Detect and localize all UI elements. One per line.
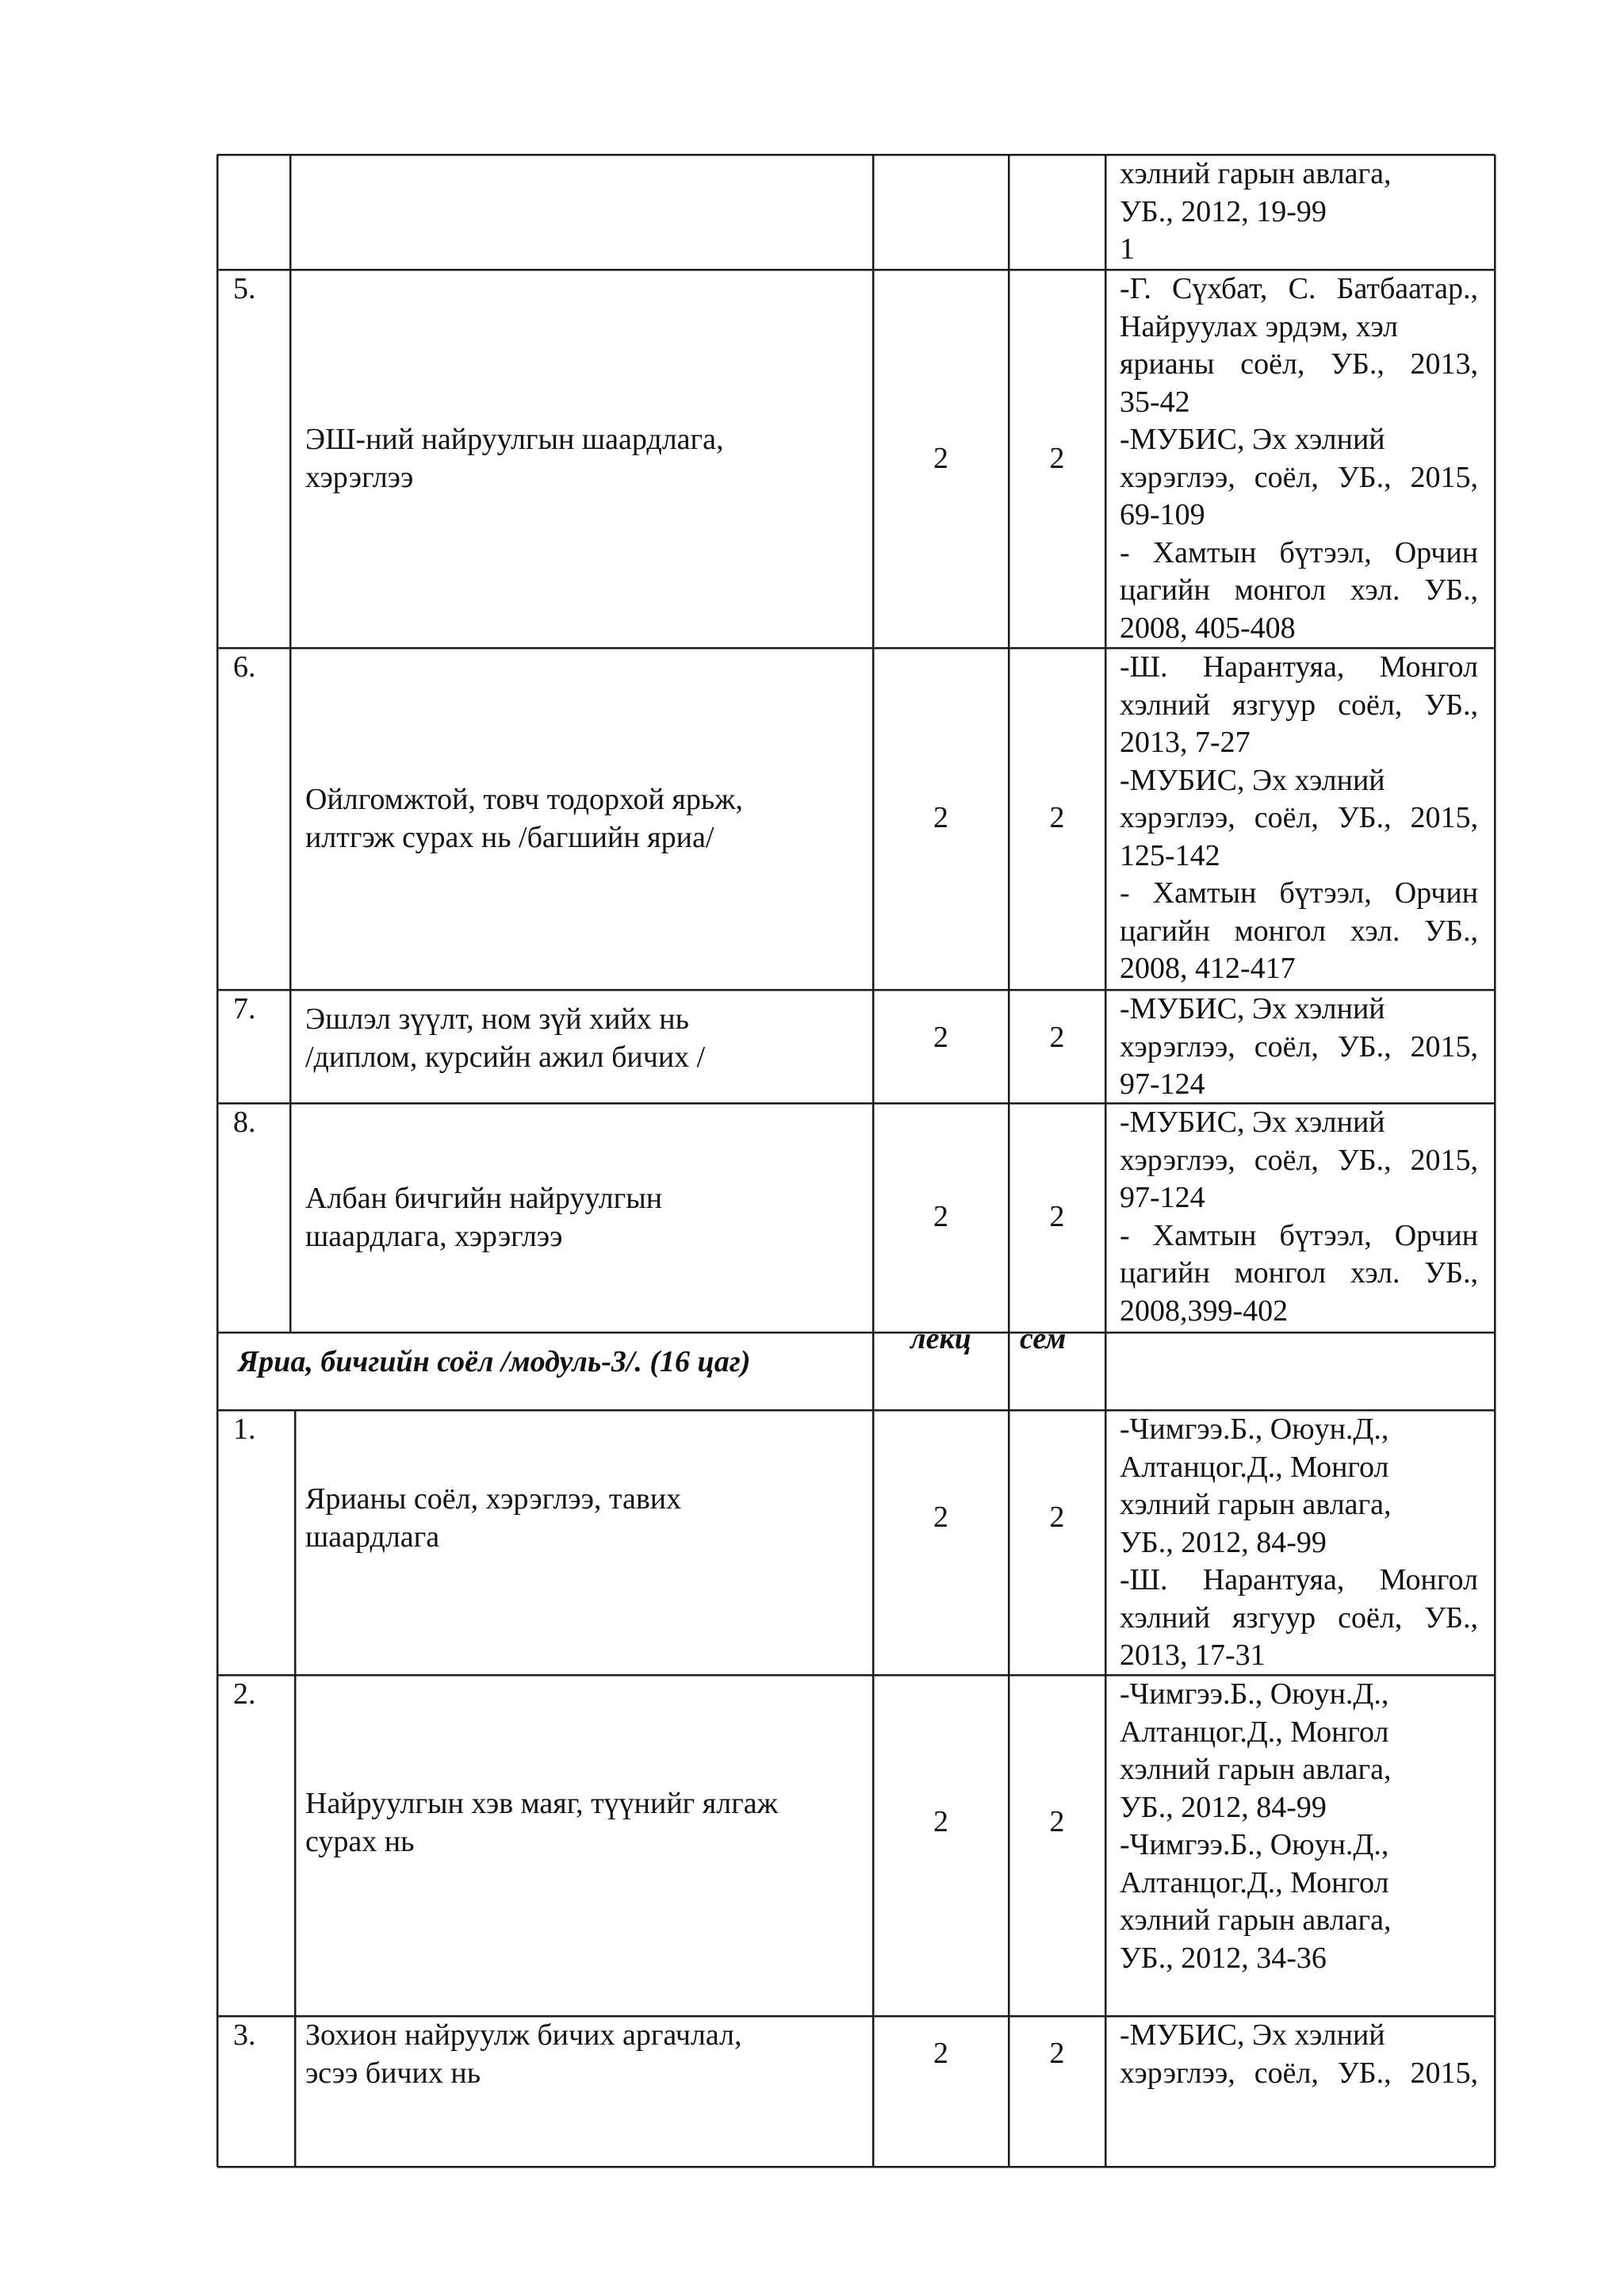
row-number: 6.: [233, 650, 256, 684]
reference-line: -Чимгээ.Б., Оюун.Д.,: [1120, 1828, 1389, 1861]
row-number: 3.: [233, 2018, 256, 2052]
seminar-hours: 2: [1049, 2037, 1065, 2070]
row-number: 8.: [233, 1106, 256, 1139]
reference-line: 69-109: [1120, 498, 1205, 531]
seminar-hours: 2: [1049, 1021, 1065, 1054]
topic-title: [305, 421, 723, 496]
row-number: 1.: [233, 1412, 256, 1446]
topic-title-line: сурах нь: [305, 1824, 415, 1858]
reference-line: 97-124: [1120, 1068, 1205, 1101]
reference-line: хэлний язгуур соёл, УБ.,: [1120, 688, 1478, 722]
topic-title-line: Эшлэл зүүлт, ном зүй хийх нь: [305, 1002, 689, 1036]
reference-line: -Ш. Нарантуяа, Монгол: [1120, 1563, 1478, 1596]
reference-cell: [1120, 2017, 1478, 2092]
reference-line: Алтанцог.Д., Монгол: [1120, 1450, 1389, 1484]
topic-title-line: хэрэглээ: [305, 460, 414, 494]
reference-cell: [1120, 1411, 1478, 1675]
topic-title-line: Ярианы соёл, хэрэглээ, тавих: [305, 1482, 682, 1516]
reference-line: 97-124: [1120, 1181, 1205, 1214]
topic-title: [305, 1180, 662, 1255]
seminar-column-label: сем: [1020, 1322, 1067, 1355]
reference-line: -МУБИС, Эх хэлний: [1120, 1106, 1385, 1139]
reference-line: Алтанцог.Д., Монгол: [1120, 1715, 1389, 1749]
topic-title: [305, 2017, 742, 2092]
lecture-column-label: лекц: [910, 1322, 971, 1355]
reference-line: 2013, 7-27: [1120, 726, 1251, 759]
reference-line: хэлний гарын авлага,: [1120, 1903, 1392, 1937]
reference-line: -Г. Сүхбат, С. Батбаатар.,: [1120, 272, 1478, 305]
lecture-hours: 2: [933, 1021, 948, 1054]
reference-line: хэлний гарын авлага,: [1120, 157, 1392, 190]
reference-line: УБ., 2012, 84-99: [1120, 1790, 1327, 1824]
seminar-hours: 2: [1049, 1501, 1065, 1534]
topic-title: [305, 1785, 778, 1861]
topic-title-line: илтгэж сурах нь /багшийн яриа/: [305, 820, 714, 854]
reference-line: хэрэглээ, соёл, УБ., 2015,: [1120, 801, 1478, 834]
topic-title-line: ЭШ-ний найруулгын шаардлага,: [305, 423, 724, 456]
reference-line: -Чимгээ.Б., Оюун.Д.,: [1120, 1412, 1389, 1446]
lecture-hours: 2: [933, 2037, 948, 2070]
reference-line: -МУБИС, Эх хэлний: [1120, 2018, 1385, 2052]
reference-line: - Хамтын бүтээл, Орчин: [1120, 1218, 1478, 1252]
lecture-hours: 2: [933, 1501, 948, 1534]
reference-line: 35-42: [1120, 385, 1190, 419]
reference-line: -МУБИС, Эх хэлний: [1120, 423, 1385, 456]
reference-line: 2008, 405-408: [1120, 611, 1296, 645]
reference-line: хэлний гарын авлага,: [1120, 1753, 1392, 1786]
row-number: 2.: [233, 1677, 256, 1711]
topic-title-line: /диплом, курсийн ажил бичих /: [305, 1040, 706, 1074]
reference-line: хэрэглээ, соёл, УБ., 2015,: [1120, 460, 1478, 494]
seminar-hours: 2: [1049, 1805, 1065, 1838]
reference-line: - Хамтын бүтээл, Орчин: [1120, 535, 1478, 569]
reference-cell: [1120, 1676, 1392, 1977]
reference-line: 2013, 17-31: [1120, 1639, 1266, 1672]
reference-line: 2008,399-402: [1120, 1294, 1289, 1328]
row-number: 7.: [233, 992, 256, 1025]
reference-line: цагийн монгол хэл. УБ.,: [1120, 1256, 1478, 1290]
topic-title-line: шаардлага, хэрэглээ: [305, 1219, 563, 1253]
reference-line: хэлний гарын авлага,: [1120, 1488, 1392, 1521]
reference-line: Найруулах эрдэм, хэл: [1120, 309, 1398, 343]
reference-line: ярианы соёл, УБ., 2013,: [1120, 347, 1478, 381]
reference-line: цагийн монгол хэл. УБ.,: [1120, 573, 1478, 607]
reference-line: УБ., 2012, 34-36: [1120, 1941, 1327, 1975]
reference-line: хэлний язгуур соёл, УБ.,: [1120, 1600, 1478, 1635]
reference-line: -МУБИС, Эх хэлний: [1120, 763, 1385, 797]
topic-title-line: эсээ бичих нь: [305, 2056, 481, 2090]
reference-cell: [1120, 649, 1478, 988]
reference-line: 2008, 412-417: [1120, 952, 1296, 985]
reference-line: хэрэглээ, соёл, УБ., 2015,: [1120, 1143, 1478, 1177]
seminar-hours: 2: [1049, 1200, 1065, 1233]
reference-line: -МУБИС, Эх хэлний: [1120, 992, 1385, 1025]
row-number: 5.: [233, 272, 256, 305]
reference-cell: [1120, 155, 1478, 269]
topic-title: [305, 1001, 705, 1076]
reference-line: хэрэглээ, соёл, УБ., 2015,: [1120, 2056, 1478, 2090]
topic-title-line: Ойлгомжтой, товч тодорхой ярьж,: [305, 783, 743, 816]
topic-title: [305, 781, 743, 857]
topic-title-line: Зохион найруулж бичих аргачлал,: [305, 2018, 742, 2052]
reference-cell: [1120, 270, 1478, 647]
reference-line: -Ш. Нарантуяа, Монгол: [1120, 650, 1478, 684]
topic-title-line: шаардлага: [305, 1520, 440, 1554]
lecture-hours: 2: [933, 1805, 948, 1838]
reference-line: 125-142: [1120, 838, 1220, 872]
topic-title-line: Албан бичгийн найруулгын: [305, 1182, 663, 1215]
reference-line: УБ., 2012, 19-99: [1120, 194, 1327, 228]
lecture-hours: 2: [933, 801, 948, 834]
reference-line: - Хамтын бүтээл, Орчин: [1120, 876, 1478, 910]
reference-cell: [1120, 991, 1478, 1104]
reference-line: УБ., 2012, 84-99: [1120, 1525, 1327, 1559]
topic-title: [305, 1481, 681, 1556]
reference-line: -Чимгээ.Б., Оюун.Д.,: [1120, 1677, 1389, 1711]
reference-line: 1: [1120, 232, 1135, 266]
reference-line: цагийн монгол хэл. УБ.,: [1120, 914, 1478, 948]
lecture-hours: 2: [933, 442, 948, 475]
topic-title-line: Найруулгын хэв маяг, түүнийг ялгаж: [305, 1787, 778, 1820]
lecture-hours: 2: [933, 1200, 948, 1233]
reference-line: хэрэглээ, соёл, УБ., 2015,: [1120, 1029, 1478, 1064]
reference-line: Алтанцог.Д., Монгол: [1120, 1865, 1389, 1899]
module-title: Яриа, бичгийн соёл /модуль-3/. (16 цаг): [238, 1345, 751, 1378]
seminar-hours: 2: [1049, 442, 1065, 475]
reference-cell: [1120, 1104, 1478, 1330]
seminar-hours: 2: [1049, 801, 1065, 834]
